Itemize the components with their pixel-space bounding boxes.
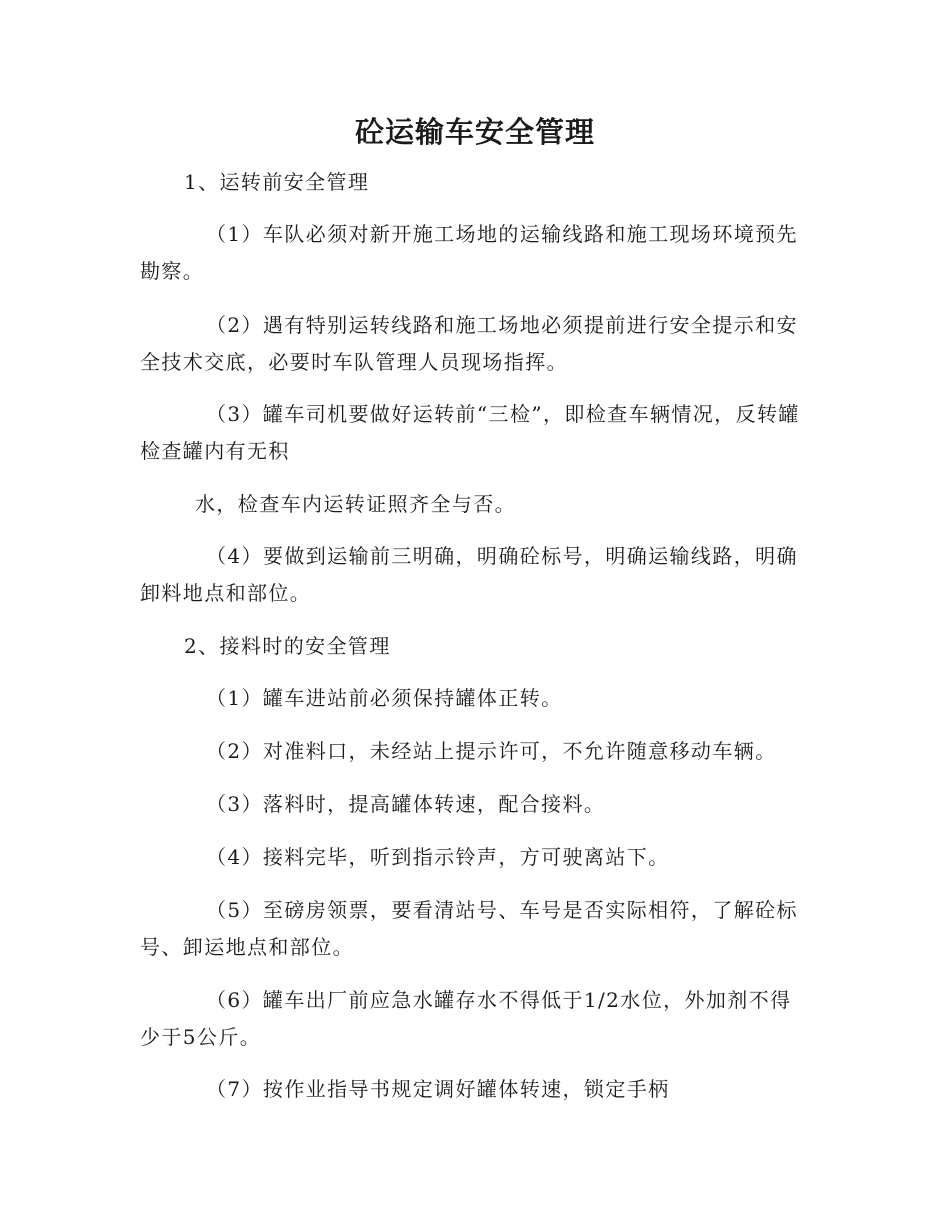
paragraph-2-3: （3）落料时，提高罐体转速，配合接料。 <box>206 792 606 816</box>
paragraph-2-4: （4）接料完毕，听到指示铃声，方可驶离站下。 <box>206 845 670 869</box>
section-heading-2: 2、接料时的安全管理 <box>184 634 391 658</box>
paragraph-2-6: （6）罐车出厂前应急水罐存水不得低于1/2水位，外加剂不得少于5公斤。 <box>140 988 792 1049</box>
paragraph-1-3-continued: 水，检查车内运转证照齐全与否。 <box>195 492 516 516</box>
paragraph-2-7: （7）按作业指导书规定调好罐体转速，锁定手柄 <box>206 1077 670 1101</box>
paragraph-2-2: （2）对准料口，未经站上提示许可，不允许随意移动车辆。 <box>206 739 777 763</box>
paragraph-1-2: （2）遇有特别运转线路和施工场地必须提前进行安全提示和安全技术交底，必要时车队管理人员现场指挥。 <box>140 313 798 374</box>
paragraph-1-3: （3）罐车司机要做好运转前“三检”，即检查车辆情况，反转罐检查罐内有无积 <box>140 402 800 463</box>
paragraph-2-5: （5）至磅房领票，要看清站号、车号是否实际相符，了解砼标号、卸运地点和部位。 <box>140 898 798 959</box>
paragraph-1-4: （4）要做到运输前三明确，明确砼标号，明确运输线路，明确卸料地点和部位。 <box>140 544 798 605</box>
paragraph-2-1: （1）罐车进站前必须保持罐体正转。 <box>206 686 563 710</box>
paragraph-1-1: （1）车队必须对新开施工场地的运输线路和施工现场环境预先勘察。 <box>140 222 798 283</box>
document-title: 砼运输车安全管理 <box>354 115 595 149</box>
section-heading-1: 1、运转前安全管理 <box>184 170 370 194</box>
